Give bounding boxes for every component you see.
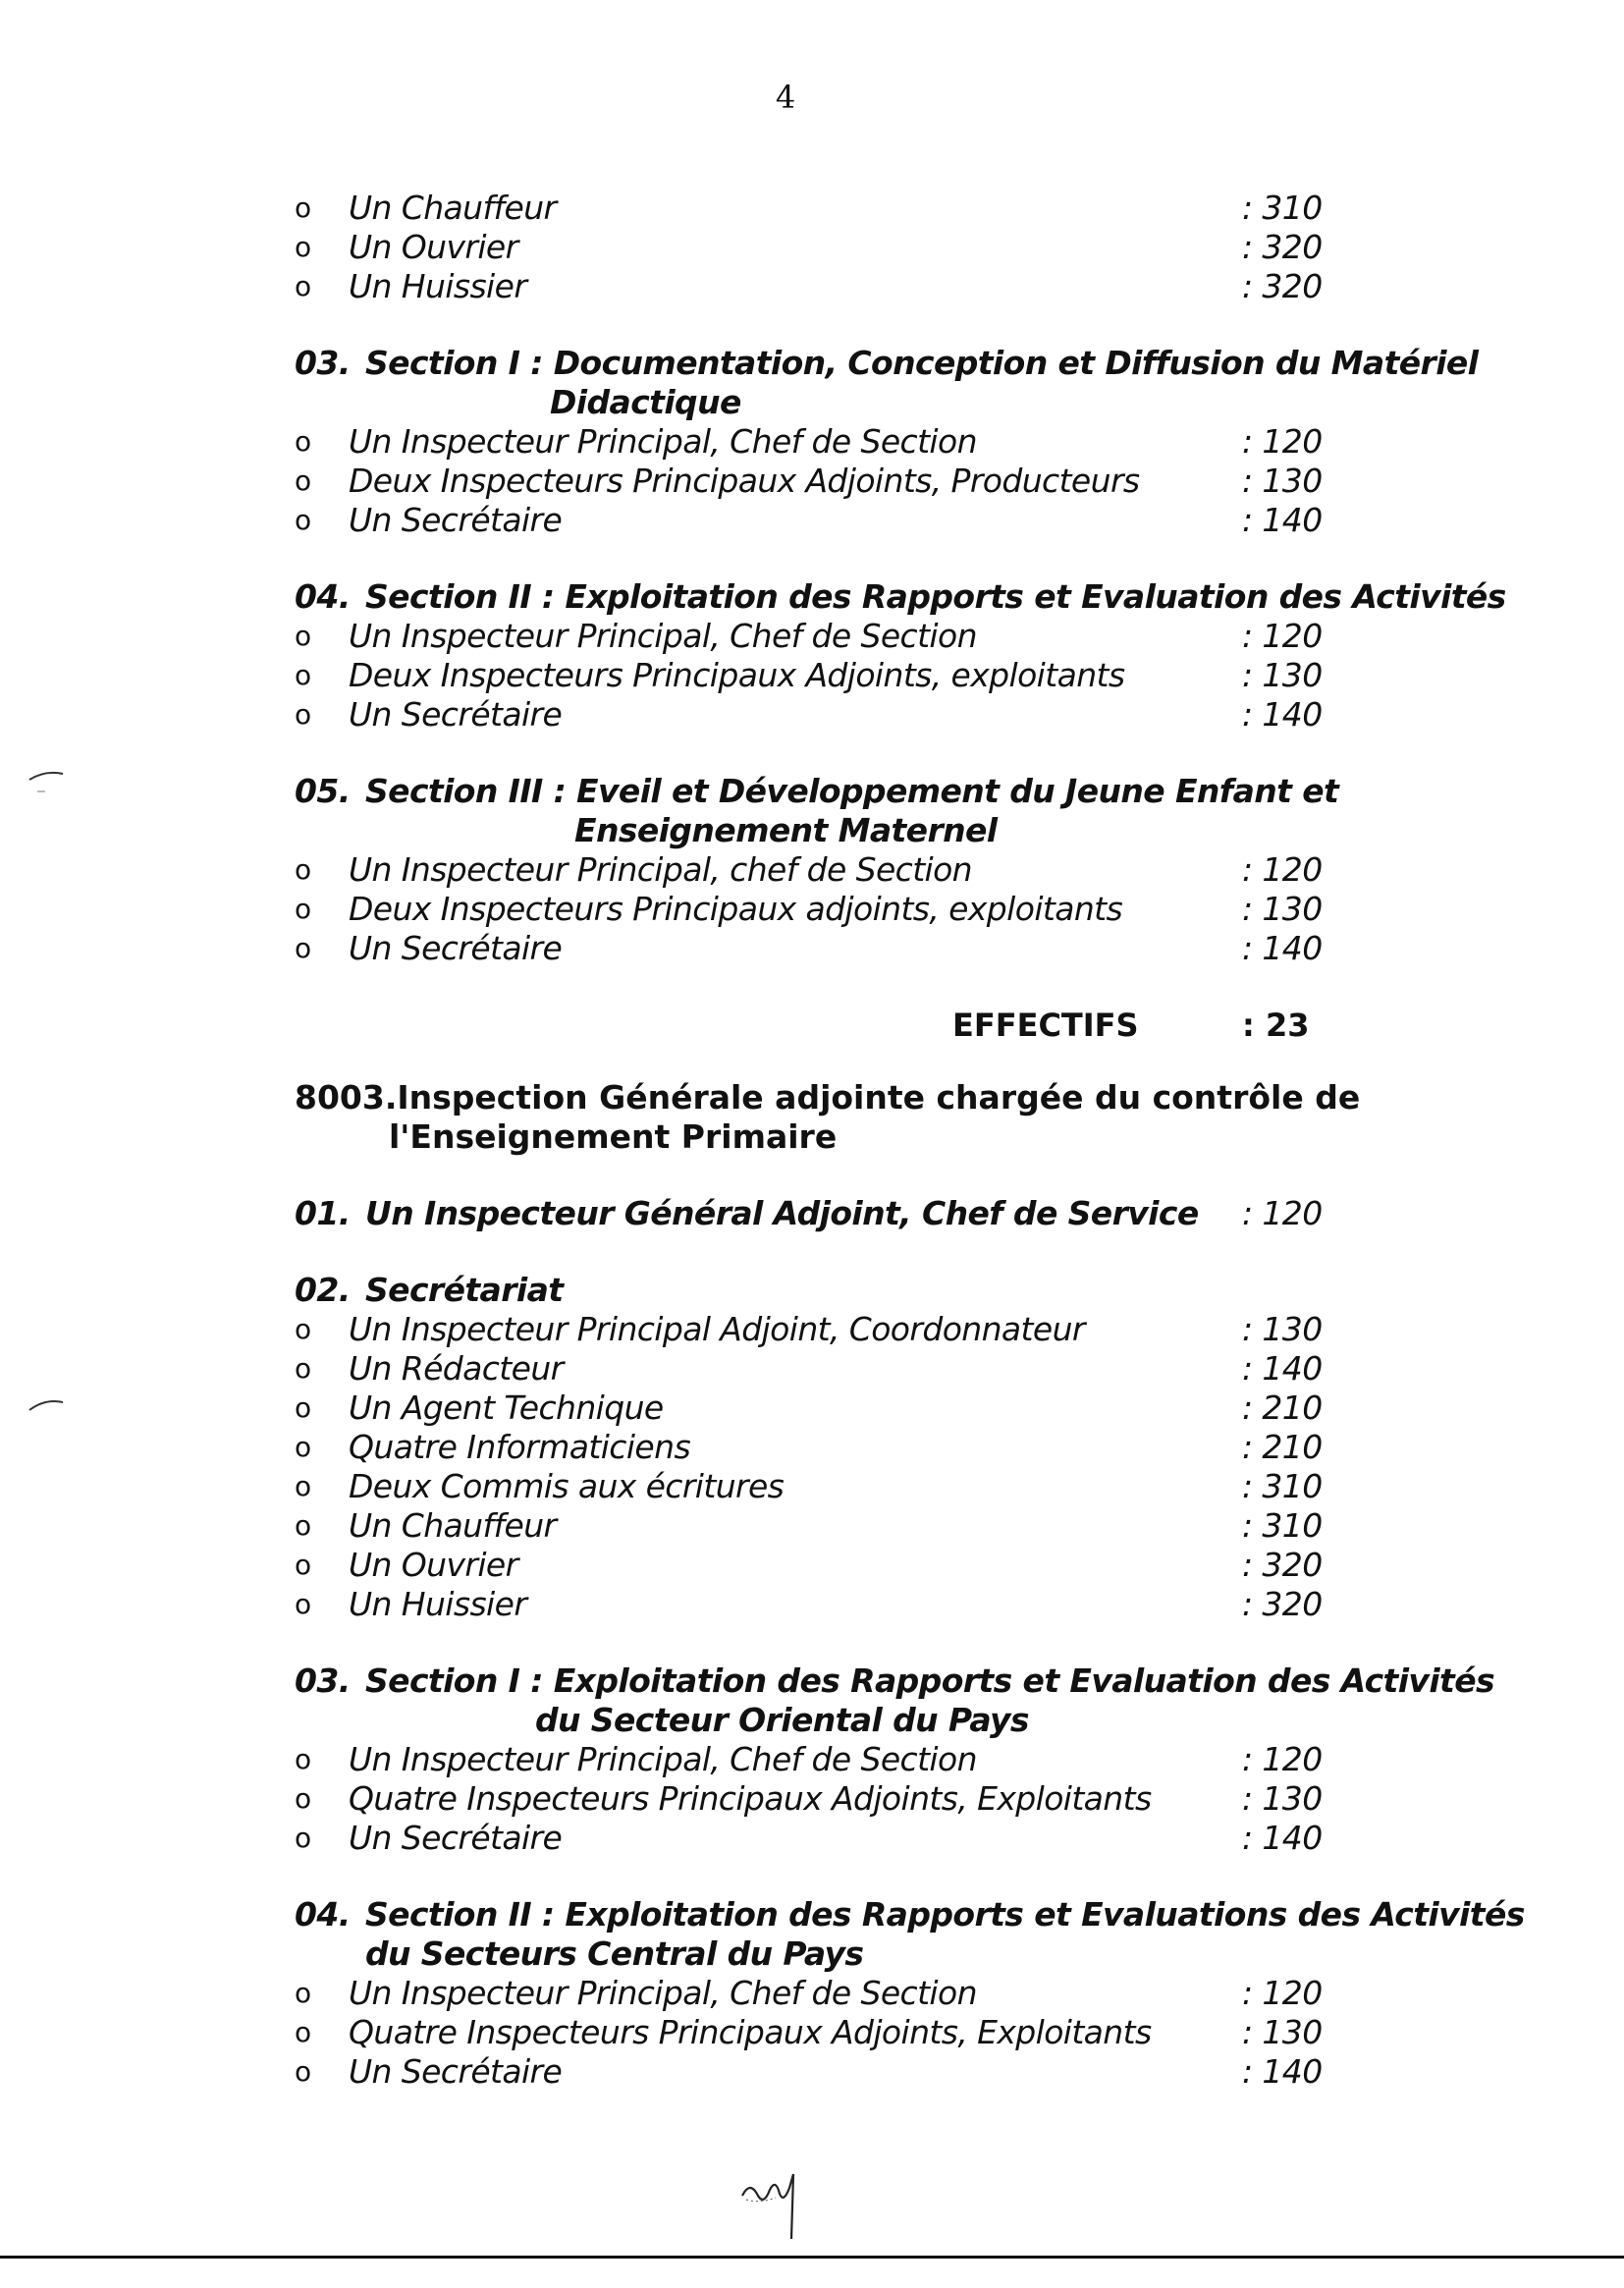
list-item: o Un Secrétaire : 140 — [295, 929, 1323, 967]
effectifs-value: : 23 — [1242, 1007, 1310, 1044]
item-label: Un Ouvrier — [349, 228, 518, 266]
bullet-icon: o — [295, 1313, 311, 1345]
section-title: 02. Secrétariat — [295, 1271, 564, 1309]
section-secretariat — [295, 1271, 1492, 1624]
list-item: o Quatre Inspecteurs Principaux Adjoints, Exploitants : 130 — [295, 2013, 1323, 2051]
list-item: o Un Inspecteur Principal, Chef de Section : 120 — [295, 1740, 1323, 1778]
margin-mark-1 — [27, 766, 67, 795]
bullet-icon: o — [295, 464, 311, 497]
margin-mark-2 — [27, 1396, 67, 1416]
list-item: o Un Agent Technique : 210 — [295, 1389, 1323, 1427]
item-code: : 320 — [1242, 267, 1323, 305]
list-item: o Un Secrétaire : 140 — [295, 1819, 1323, 1857]
section-title: 04. Section II : Exploitation des Rapports et Evaluation des Activités — [295, 577, 1506, 616]
section-rapports — [295, 577, 1506, 735]
bullet-icon: o — [295, 893, 311, 925]
section-inspecteur-general — [295, 1194, 1492, 1233]
list-item — [295, 228, 1492, 267]
bullet-icon: o — [295, 659, 311, 691]
list-item: o Un Inspecteur Principal, Chef de Section : 120 — [295, 1974, 1323, 2012]
section-secteurs-central — [295, 1895, 1525, 2092]
section-eveil — [295, 772, 1492, 968]
bullet-icon: o — [295, 1352, 311, 1385]
document-content — [295, 189, 1525, 2092]
list-item: o Un Chauffeur : 310 — [295, 1506, 1323, 1545]
list-continuation — [295, 189, 1492, 306]
list-item: o Un Secrétaire : 140 — [295, 2052, 1323, 2091]
effectifs-total — [295, 1004, 1492, 1047]
item-label: Un Chauffeur — [349, 189, 557, 227]
bullet-icon: o — [295, 853, 311, 886]
list-item: o Un Inspecteur Principal, Chef de Section : 120 — [295, 422, 1323, 461]
section-secteur-oriental — [295, 1662, 1495, 1858]
list-item: o Un Inspecteur Principal Adjoint, Coordonnateur : 130 — [295, 1310, 1323, 1348]
handwritten-initials-signature — [736, 2170, 815, 2249]
section-title: 03. Section I : Documentation, Conception et Diffusion du Matériel Didactique — [295, 344, 1479, 421]
list-item: o Un Huissier : 320 — [295, 1585, 1323, 1623]
list-item: o Un Rédacteur : 140 — [295, 1349, 1323, 1388]
bullet-icon: o — [295, 2016, 311, 2048]
bullet-icon: o — [295, 1743, 311, 1775]
bullet-icon: o — [295, 231, 311, 263]
section-title: 04. Section II : Exploitation des Rapports et Evaluations des Activités du Secteurs Central du Pays — [295, 1895, 1525, 1973]
list-item: o Un Inspecteur Principal, Chef de Section : 120 — [295, 617, 1323, 655]
bullet-icon: o — [295, 1431, 311, 1463]
list-item — [295, 189, 1492, 228]
list-item: o Quatre Informaticiens : 210 — [295, 1428, 1323, 1466]
bottom-rule — [0, 2256, 1624, 2259]
list-item: o Un Secrétaire : 140 — [295, 501, 1323, 539]
section-title: 03. Section I : Exploitation des Rapports et Evaluation des Activités du Secteur Oriental du Pays — [295, 1662, 1495, 1739]
bullet-icon: o — [295, 698, 311, 731]
effectifs-label: EFFECTIFS — [952, 1007, 1139, 1044]
item-code: : 320 — [1242, 228, 1323, 266]
section-title: 01. Un Inspecteur Général Adjoint, Chef de Service : 120 — [295, 1194, 1323, 1232]
bullet-icon: o — [295, 620, 311, 652]
page-number: 4 — [775, 79, 796, 116]
list-item: o Deux Inspecteurs Principaux Adjoints, Producteurs : 130 — [295, 462, 1323, 500]
list-item: o Deux Inspecteurs Principaux Adjoints, exploitants : 130 — [295, 656, 1323, 694]
bullet-icon: o — [295, 425, 311, 458]
bullet-icon: o — [295, 1588, 311, 1620]
bullet-icon: o — [295, 1391, 311, 1424]
bullet-icon: o — [295, 1782, 311, 1815]
item-label: Un Huissier — [349, 267, 527, 305]
list-item: o Quatre Inspecteurs Principaux Adjoints, Exploitants : 130 — [295, 1779, 1323, 1818]
bullet-icon: o — [295, 1470, 311, 1502]
service-title: 8003.Inspection Générale adjointe chargée du contrôle de l'Enseignement Primaire — [295, 1078, 1361, 1156]
item-code: : 310 — [1242, 189, 1323, 227]
bullet-icon: o — [295, 2055, 311, 2088]
bullet-icon: o — [295, 1509, 311, 1542]
list-item: o Un Secrétaire : 140 — [295, 695, 1323, 734]
list-item: o Un Ouvrier : 320 — [295, 1546, 1323, 1584]
section-documentation — [295, 344, 1492, 540]
section-title: 05. Section III : Eveil et Développement du Jeune Enfant et Enseignement Maternel — [295, 772, 1339, 849]
list-item: o Deux Inspecteurs Principaux adjoints, exploitants : 130 — [295, 890, 1323, 928]
list-item: o Deux Commis aux écritures : 310 — [295, 1467, 1323, 1505]
bullet-icon: o — [295, 1549, 311, 1581]
list-item — [295, 267, 1492, 306]
bullet-icon: o — [295, 1977, 311, 2009]
bullet-icon: o — [295, 504, 311, 536]
bullet-icon: o — [295, 1822, 311, 1854]
bullet-icon: o — [295, 191, 311, 224]
bullet-icon: o — [295, 932, 311, 964]
bullet-icon: o — [295, 270, 311, 302]
list-item: o Un Inspecteur Principal, chef de Section : 120 — [295, 850, 1323, 889]
